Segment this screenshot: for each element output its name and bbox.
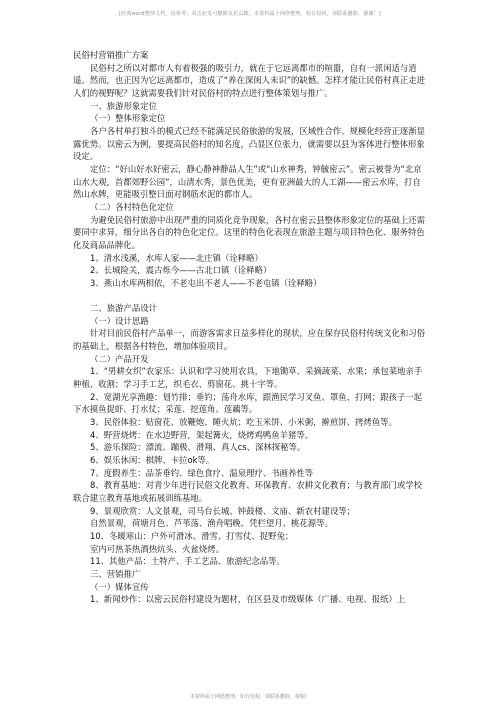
paragraph: 1、新闻炒作：以密云民俗村建设为题材，在区县及市级媒体（广播、电视、报纸）上	[90, 594, 406, 605]
paragraph: 1、“男耕女织”农家乐：认识和学习使用农具，下地锄草、采摘蔬菜、水果；承包菜地亲手种植、收割；学习手工艺，织毛衣、剪窗花、挑十字等。	[73, 366, 423, 390]
paragraph: 三、营销推广	[90, 568, 141, 579]
paragraph: 针对目前民俗村产品单一，而游客需求日益多样化的现状，应在保存民俗村传统文化和习俗的基础上，根据各村特色，增加体验项目。	[73, 328, 425, 352]
paragraph: （一）媒体宣传	[90, 581, 149, 592]
paragraph: 室内可热茶热酒热炕头、火盆烧烤。	[90, 543, 224, 554]
paragraph: 3、民俗体验：贴窗花、放鞭炮、睡火炕；吃玉米饼、小米粥，擀煎饼、拷烤鱼等。	[90, 417, 397, 428]
paragraph: 民俗村之所以对都市人有着极强的吸引力，就在于它远离都市的喧嚣，自有一派闲适与逍遥。然而，也正因为它远离都市，造成了“养在深闺人未识”的缺憾。怎样才能让民俗村真正走进人们的视野呢？这就需要我们针对民俗村的特点进行整体策划与推广。	[73, 62, 426, 98]
paragraph: 二、旅游产品设计	[90, 303, 157, 314]
paragraph: 4、野营烧烤：在水边野营，架起篝火，烧烤鸡鸭鱼羊猪等。	[90, 429, 314, 440]
paragraph: （二）产品开发	[90, 353, 149, 364]
paragraph: 3、燕山水库两相依，不老屯出不老人——不老屯镇（诠释略）	[90, 277, 322, 288]
paragraph: 自然景观，荷塘月色、芦苇荡、渔舟唱晚、凭栏望月、桃花源等。	[90, 518, 333, 529]
paragraph: 一、旅游形象定位	[90, 100, 157, 111]
footer-note: 本资料属于网络整理，如有侵权，请联系删除，谢谢！	[189, 694, 310, 700]
paragraph: 7、度假养生：品茶垂钓、绿色食疗、温泉理疗、书画养性等	[90, 467, 314, 478]
paragraph: 1、清水浅溪，水库人家——北庄镇（诠释略）	[90, 252, 263, 263]
paragraph: 为避免民俗村旅游中出现严重的同质化竞争现象，各村在密云县整体形象定位的基础上还需要同中求异，细分出各自的特色化定位。这里的特色化表现在旅游主题与项目特色化、服务特色化及商品品牌化。	[73, 214, 425, 250]
paragraph: 定位：“好山好水好密云，静心静神静品人生”或“山水神秀，钟毓密云”。密云被誉为“北京山水大观，首都郊野公园”，山清水秀，景色优美，更有亚洲最大的人工湖——密云水库，打自然山水牌，更能吸引整日面对钢筋水泥的都市人。	[73, 163, 422, 200]
paragraph: 9、景观欣赏：人文景观，司马台长城、钟鼓楼、文庙、新农村建设等；	[90, 505, 355, 516]
paragraph: （二）各村特色化定位	[90, 201, 174, 212]
paragraph: 10、冬暖寒山：户外可滑冰、滑雪、打雪仗、捉野兔；	[90, 530, 294, 541]
paragraph: 8、教育基地：对青少年进行民俗文化教育、环保教育、农耕文化教育；与教育部门或学校联合建立教育基地或拓展训练基地。	[73, 480, 422, 503]
document-title: 民俗村营销推广方案	[73, 50, 149, 60]
paragraph: （一）设计思路	[90, 315, 149, 326]
paragraph: 各户各村单打独斗的模式已经不能满足民俗旅游的发展，区域性合作、规模化经营正逐渐显露优势。以密云为例，要提高民俗村的知名度，凸显区位张力，就需要以县为客体进行整体形象设定。	[73, 125, 425, 162]
header-note: [经典word整理文档，仅参考，双击此处可删除页眉页脚。本资料属于网络整理，如有侵权，请联系删除，谢谢！]	[119, 11, 381, 17]
paragraph: 2、宽湖光享渔趣：划竹排；垂钓；荡舟水库，跟渔民学习叉鱼、罩鱼、打网；跟孩子一起下水摸鱼捉虾、打水仗；采莲、挖莲角、莲藕等。	[73, 391, 422, 415]
paragraph: 2、长城险关，震古烁今——古北口镇（诠释略）	[90, 265, 272, 276]
blank-line	[73, 289, 426, 302]
paragraph: 11、其他产品：土特产、手工艺品、旅游纪念品等。	[90, 556, 285, 567]
paragraph: 6、娱乐休闲：棋牌、卡拉ok等。	[90, 454, 215, 465]
document-body	[73, 49, 426, 606]
paragraph: （一）整体形象定位	[90, 113, 166, 124]
paragraph: 5、游乐探险：漂流、蹦极、滑翔、真人cs、深林探秘等。	[90, 442, 306, 453]
